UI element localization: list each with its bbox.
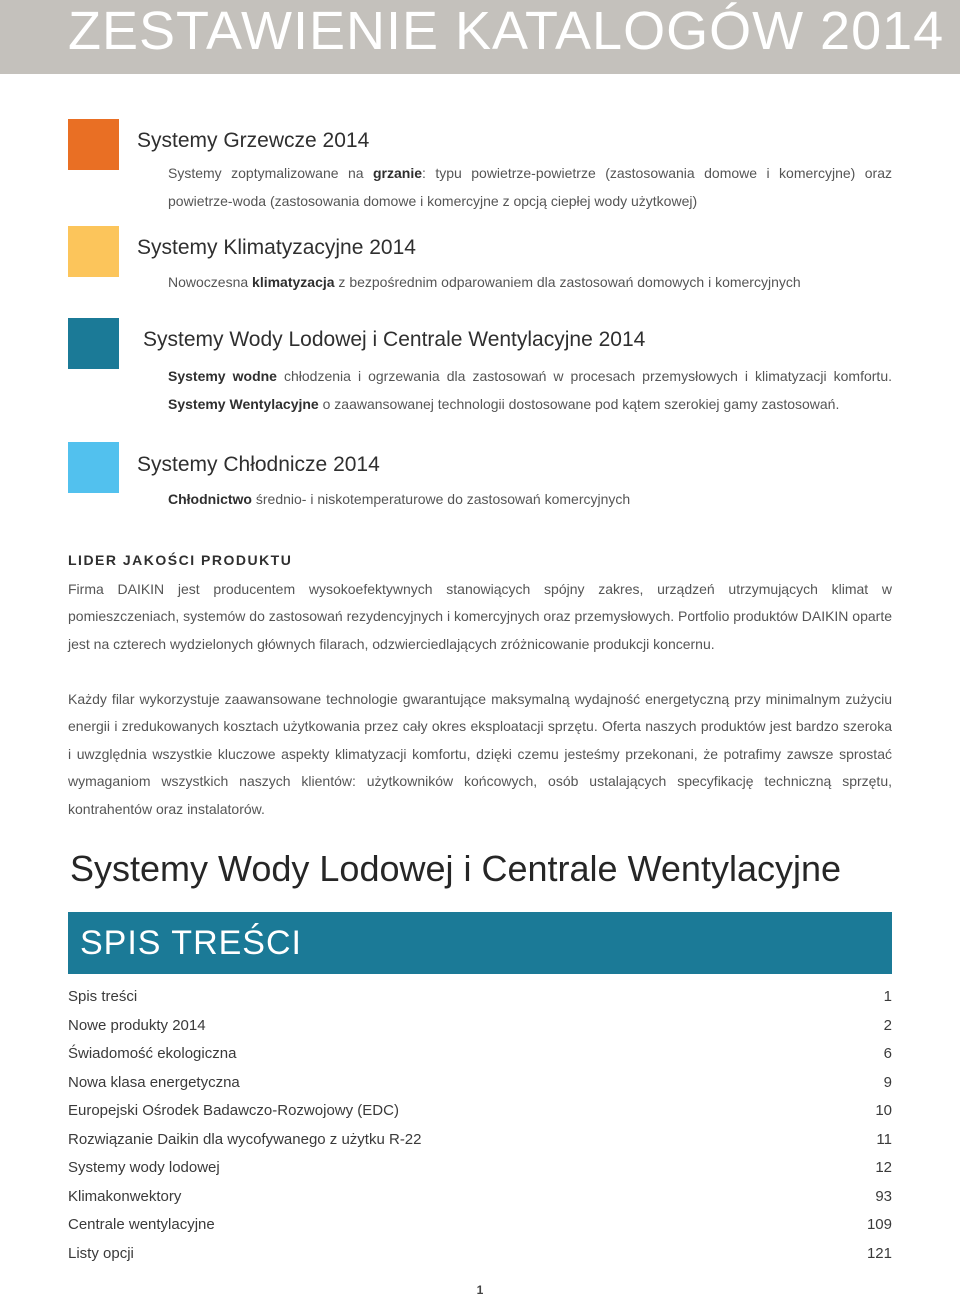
toc-item[interactable] [68, 1154, 892, 1183]
catalog-title-chilled-water: Systemy Wody Lodowej i Centrale Wentylacyjne 2014 [143, 328, 646, 351]
desc-run: chłodzenia i ogrzewania dla zastosowań w procesach przemysłowych i klimatyzacji komfortu. [276, 368, 892, 384]
catalog-desc-heating [168, 159, 892, 215]
toc-item-page: 109 [866, 1216, 892, 1233]
desc-bold-run: Chłodnictwo [168, 491, 252, 507]
toc-item-page: 12 [875, 1159, 892, 1176]
catalog-title-heating: Systemy Grzewcze 2014 [137, 129, 370, 152]
desc-bold-run: Systemy Wentylacyjne [168, 396, 319, 412]
toc-heading: SPIS TREŚCI [80, 924, 302, 962]
catalog-title-refrigeration: Systemy Chłodnicze 2014 [137, 453, 380, 476]
header-band [0, 0, 960, 74]
toc-item-label: Europejski Ośrodek Badawczo-Rozwojowy (EDC) [68, 1102, 399, 1119]
catalog-color-square-refrigeration [68, 442, 119, 493]
toc-item[interactable] [68, 1069, 892, 1098]
toc-item-label: Systemy wody lodowej [68, 1159, 220, 1176]
catalog-desc-air-conditioning [168, 268, 892, 296]
toc-item-label: Spis treści [68, 988, 138, 1005]
catalog-color-square-air-conditioning [68, 226, 119, 277]
desc-run: z bezpośrednim odparowaniem dla zastosowań domowych i komercyjnych [334, 274, 801, 290]
toc-item[interactable] [68, 1211, 892, 1240]
desc-bold-run: grzanie [372, 165, 422, 181]
desc-bold-run: Systemy wodne [168, 368, 277, 384]
catalog-color-square-heating [68, 119, 119, 170]
catalog-desc-refrigeration [168, 485, 892, 513]
toc-band [68, 912, 892, 974]
toc-item[interactable] [68, 983, 892, 1012]
page-title: ZESTAWIENIE KATALOGÓW 2014 [68, 1, 945, 61]
desc-bold-run: klimatyzacja [252, 274, 335, 290]
toc-item[interactable] [68, 1240, 892, 1269]
toc-item-page: 2 [883, 1016, 892, 1034]
toc-item[interactable] [68, 1012, 892, 1041]
toc-item-page: 121 [866, 1244, 892, 1262]
desc-run: o zaawansowanej technologii dostosowane pod kątem szerokiej gamy zastosowań. [318, 396, 840, 412]
catalog-desc-chilled-water [168, 362, 892, 418]
toc-list [68, 983, 892, 1268]
toc-item[interactable] [68, 1183, 892, 1212]
toc-item-page: 11 [876, 1130, 892, 1148]
toc-item-label: Świadomość ekologiczna [68, 1045, 237, 1062]
desc-run: Systemy zoptymalizowane na [168, 165, 373, 181]
toc-item-page: 93 [875, 1187, 892, 1205]
toc-item[interactable] [68, 1097, 892, 1126]
catalog-color-square-chilled-water [68, 318, 119, 369]
desc-run: Nowoczesna [168, 274, 253, 290]
toc-item[interactable] [68, 1126, 892, 1155]
toc-item-label: Nowe produkty 2014 [68, 1016, 206, 1034]
section-title: Systemy Wody Lodowej i Centrale Wentylacyjne [70, 848, 842, 889]
toc-item-page: 6 [883, 1045, 892, 1062]
toc-item[interactable] [68, 1040, 892, 1069]
page-number: 1 [476, 1283, 484, 1297]
quality-paragraph-2: Każdy filar wykorzystuje zaawansowane technologie gwarantujące maksymalną wydajność energetyczną przy minimalnym zużyciu energii i zredukowanych kosztach użytkowania przez cały okres eksploatacji sprzętu. Oferta naszych produktów jest bardzo szeroka i uwzględnia wszystkie kluczowe aspekty klimatyzacji komfortu, dzięki czemu jesteśmy przekonani, że potrafimy zawsze sprostać wymaganiom wszystkich naszych klientów: użytkowników końcowych, osób ustalających specyfikację techniczną sprzętu, kontrahentów oraz instalatorów. [68, 691, 892, 817]
toc-item-label: Klimakonwektory [68, 1187, 182, 1205]
toc-item-label: Listy opcji [68, 1244, 134, 1262]
toc-item-label: Rozwiązanie Daikin dla wycofywanego z użytku R-22 [68, 1130, 422, 1148]
quality-paragraph-1: Firma DAIKIN jest producentem wysokoefektywnych stanowiących spójny zakres, urządzeń utrzymujących klimat w pomieszczeniach, systemów do zastosowań rezydencyjnych i komercyjnych oraz przemysłowych. Portfolio produktów DAIKIN oparte jest na czterech wydzielonych głównych filarach, odzwierciedlających zróżnicowanie produkcji koncernu. [68, 581, 893, 652]
catalog-title-air-conditioning: Systemy Klimatyzacyjne 2014 [137, 236, 416, 259]
toc-item-page: 1 [883, 988, 892, 1005]
toc-item-page: 9 [883, 1073, 892, 1091]
desc-run: średnio- i niskotemperaturowe do zastosowań komercyjnych [252, 491, 631, 507]
desc-run: : typu powietrze-powietrze (zastosowania domowe i komercyjne) oraz powietrze-woda (zastosowania domowe i komercyjne z opcją ciepłej wody użytkowej) [168, 165, 892, 209]
toc-item-label: Centrale wentylacyjne [68, 1216, 215, 1233]
toc-item-page: 10 [875, 1102, 892, 1119]
quality-heading: LIDER JAKOŚCI PRODUKTU [68, 552, 293, 568]
toc-item-label: Nowa klasa energetyczna [68, 1073, 240, 1091]
